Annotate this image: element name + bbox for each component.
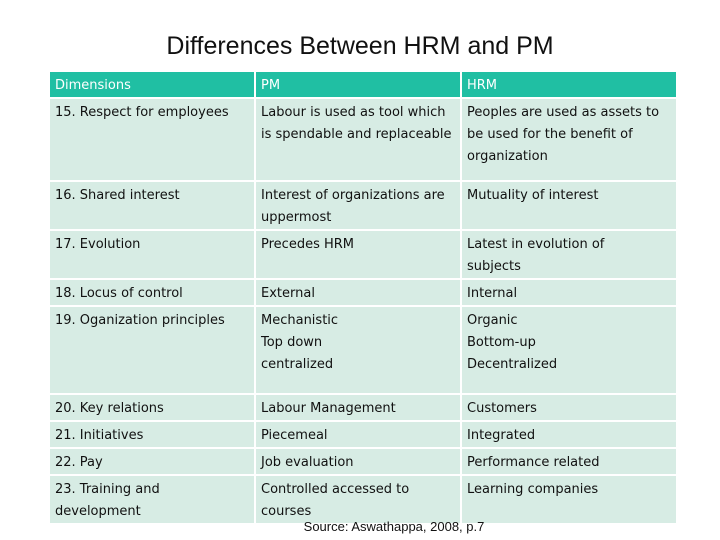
cell-pm — [255, 394, 461, 421]
cell-text-line: Integrated — [467, 428, 536, 443]
table-row — [49, 475, 677, 524]
cell-dimension — [49, 475, 255, 524]
cell-text-line: Bottom-up — [467, 335, 536, 350]
cell-pm — [255, 421, 461, 448]
cell-text-line: be used for the benefit of — [467, 127, 633, 142]
cell-text-line: organization — [467, 149, 548, 164]
page-title: Differences Between HRM and PM — [166, 32, 554, 60]
cell-hrm — [461, 394, 677, 421]
cell-text-line: Mechanistic — [261, 313, 339, 328]
cell-hrm — [461, 448, 677, 475]
cell-text-line: Precedes HRM — [261, 237, 354, 252]
cell-hrm — [461, 421, 677, 448]
cell-text-line: 20. Key relations — [55, 401, 164, 416]
table-row — [49, 98, 677, 181]
cell-text-line: 22. Pay — [55, 455, 103, 470]
cell-text-line: subjects — [467, 259, 521, 274]
cell-text-line: External — [261, 286, 315, 301]
cell-pm — [255, 279, 461, 306]
table-row — [49, 230, 677, 279]
cell-text-line: Piecemeal — [261, 428, 328, 443]
cell-text-line: Decentralized — [467, 357, 558, 372]
cell-hrm — [461, 279, 677, 306]
cell-text-line: Labour Management — [261, 401, 396, 416]
cell-text-line: development — [55, 504, 141, 519]
cell-text-line: is spendable and replaceable — [261, 127, 452, 142]
cell-text-line: Top down — [261, 335, 323, 350]
cell-pm — [255, 475, 461, 524]
cell-text-line: Controlled accessed to — [261, 482, 410, 497]
cell-dimension — [49, 230, 255, 279]
cell-dimension — [49, 421, 255, 448]
cell-text-line: 16. Shared interest — [55, 188, 180, 203]
cell-text-line: Customers — [467, 401, 537, 416]
cell-text-line: courses — [261, 504, 312, 519]
cell-text-line: Learning companies — [467, 482, 599, 497]
table-body — [49, 98, 677, 524]
cell-hrm — [461, 98, 677, 181]
cell-text-line: 15. Respect for employees — [55, 105, 229, 120]
cell-hrm — [461, 181, 677, 230]
cell-text-line: Labour is used as tool which — [261, 105, 446, 120]
cell-text-line: 19. Oganization principles — [55, 313, 225, 328]
table-row — [49, 394, 677, 421]
table-row — [49, 181, 677, 230]
cell-text-line: 23. Training and — [55, 482, 160, 497]
table-row — [49, 448, 677, 475]
cell-text-line: uppermost — [261, 210, 332, 225]
cell-hrm — [461, 230, 677, 279]
cell-text-line: Performance related — [467, 455, 600, 470]
cell-pm — [255, 181, 461, 230]
header-hrm: HRM — [461, 71, 677, 98]
cell-pm — [255, 98, 461, 181]
cell-text-line: 18. Locus of control — [55, 286, 183, 301]
table-row — [49, 279, 677, 306]
header-pm: PM — [255, 71, 461, 98]
table-row — [49, 421, 677, 448]
table-row — [49, 306, 677, 394]
cell-pm — [255, 448, 461, 475]
cell-dimension — [49, 306, 255, 394]
cell-text-line: Organic — [467, 313, 518, 328]
cell-dimension — [49, 279, 255, 306]
header-dimensions: Dimensions — [49, 71, 255, 98]
cell-dimension — [49, 181, 255, 230]
cell-dimension — [49, 448, 255, 475]
cell-text-line: centralized — [261, 357, 334, 372]
cell-text-line: Mutuality of interest — [467, 188, 599, 203]
cell-text-line: Job evaluation — [261, 455, 354, 470]
cell-dimension — [49, 394, 255, 421]
cell-text-line: Interest of organizations are — [261, 188, 445, 203]
cell-dimension — [49, 98, 255, 181]
cell-pm — [255, 230, 461, 279]
cell-text-line: Latest in evolution of — [467, 237, 605, 252]
source-citation: Source: Aswathappa, 2008, p.7 — [303, 519, 485, 534]
cell-hrm — [461, 475, 677, 524]
cell-text-line: Internal — [467, 286, 518, 301]
table-header-row — [49, 71, 677, 98]
cell-hrm — [461, 306, 677, 394]
cell-text-line: 17. Evolution — [55, 237, 141, 252]
cell-pm — [255, 306, 461, 394]
cell-text-line: 21. Initiatives — [55, 428, 144, 443]
comparison-table — [48, 70, 678, 525]
cell-text-line: Peoples are used as assets to — [467, 105, 660, 120]
